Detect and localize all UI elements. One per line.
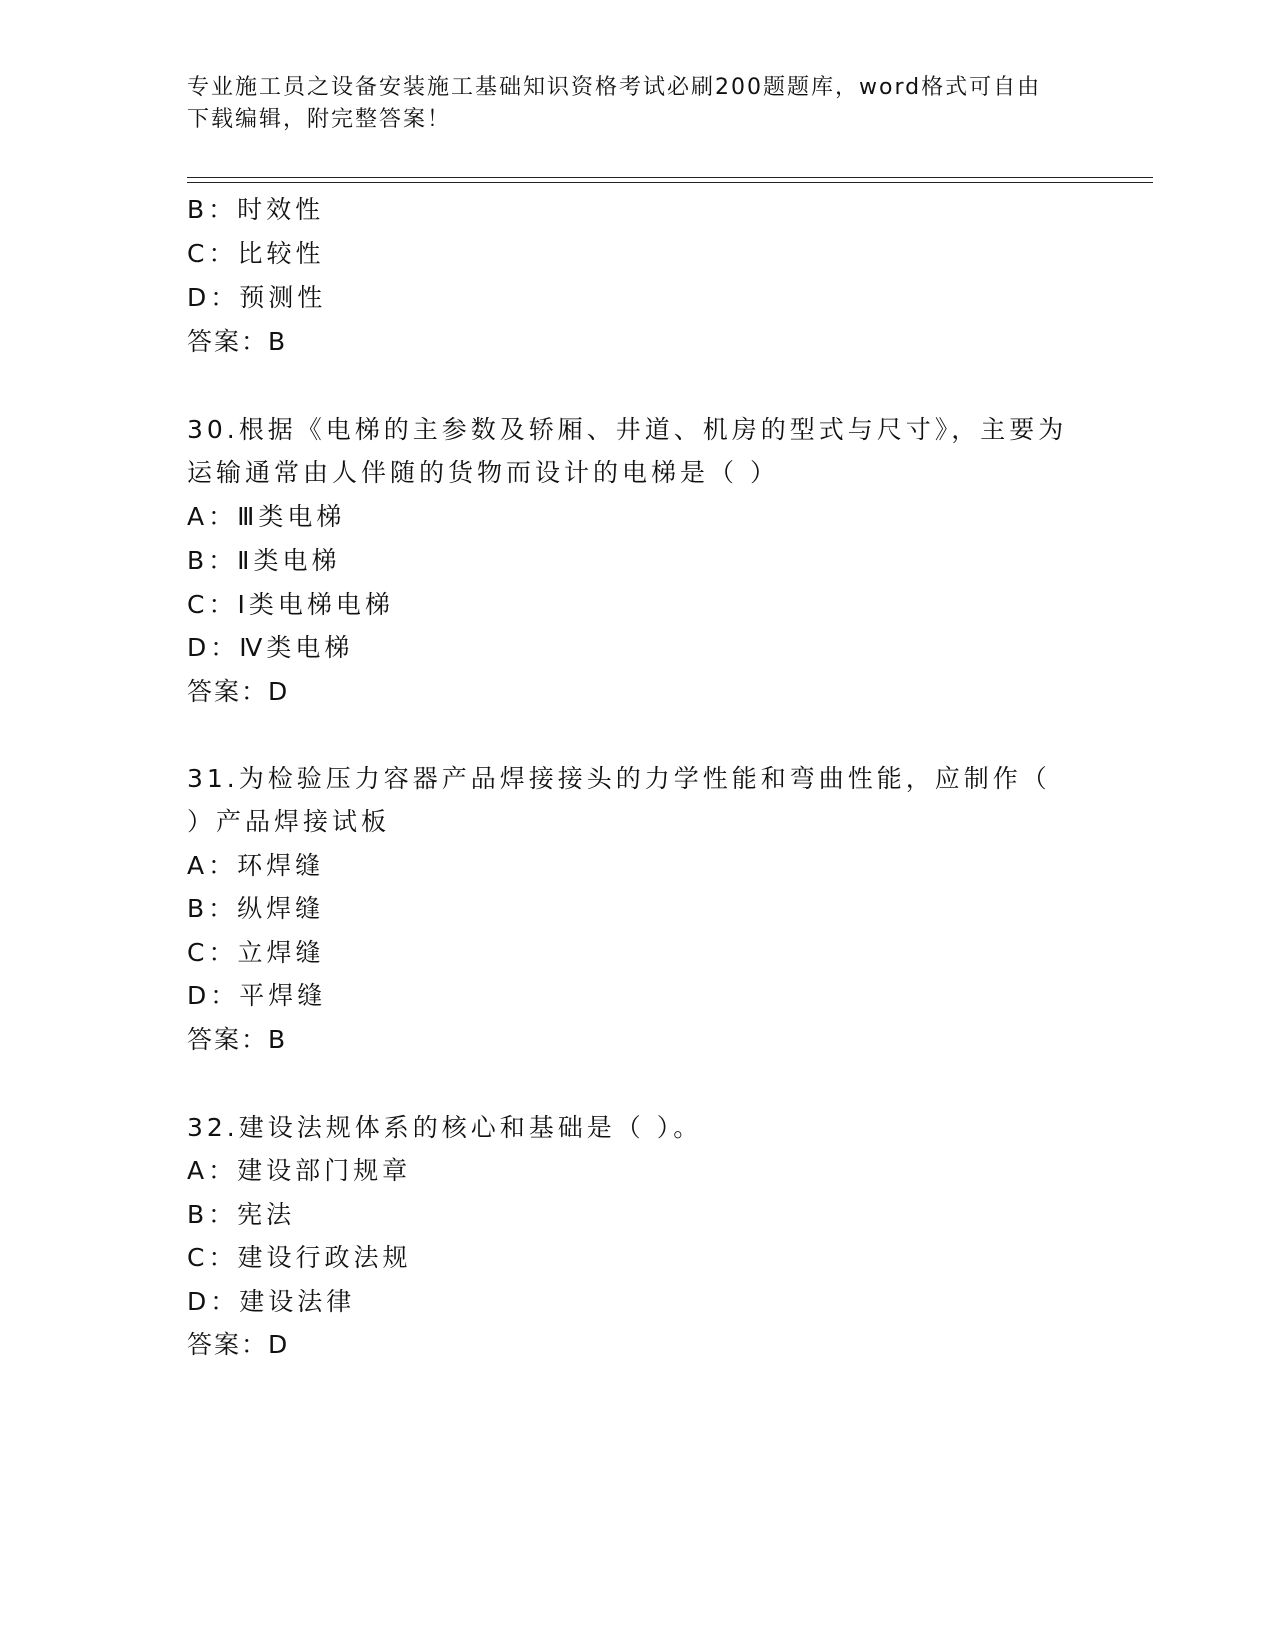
option-d: D：Ⅳ类电梯 [187,633,354,662]
option-c: C：立焊缝 [187,938,325,967]
header-divider-top [187,177,1153,178]
header-divider-bottom [187,182,1153,183]
option-b: B：Ⅱ类电梯 [187,546,341,575]
question-stem-continued: 运输通常由人伴随的货物而设计的电梯是（ ） [187,458,779,487]
option-b: B：纵焊缝 [187,894,325,923]
question-stem-continued: ）产品焊接试板 [187,807,391,836]
answer-line: 答案：D [187,677,290,706]
document-header [187,72,1067,136]
answer-line: 答案：B [187,1025,288,1054]
answer-line: 答案：D [187,1330,290,1359]
option-c: C：建设行政法规 [187,1243,412,1272]
question-stem: 30.根据《电梯的主参数及轿厢、井道、机房的型式与尺寸》，主要为 [187,415,1068,444]
option-d: D：建设法律 [187,1287,356,1316]
option-c: C：比较性 [187,239,325,268]
option-c: C：Ⅰ类电梯电梯 [187,590,394,619]
option-a: A：建设部门规章 [187,1156,412,1185]
question-stem: 31.为检验压力容器产品焊接接头的力学性能和弯曲性能，应制作（ [187,764,1051,793]
option-a: A：环焊缝 [187,851,325,880]
header-line-1: 专业施工员之设备安装施工基础知识资格考试必刷200题题库，word格式可自由 [187,75,1042,100]
option-d: D：平焊缝 [187,981,327,1010]
option-b: B：宪法 [187,1200,296,1229]
option-d: D：预测性 [187,283,327,312]
answer-line: 答案：B [187,327,288,356]
option-b: B：时效性 [187,195,325,224]
question-stem: 32.建设法规体系的核心和基础是（ ）。 [187,1113,703,1142]
option-a: A：Ⅲ类电梯 [187,502,346,531]
header-line-2: 下载编辑，附完整答案！ [187,107,452,132]
